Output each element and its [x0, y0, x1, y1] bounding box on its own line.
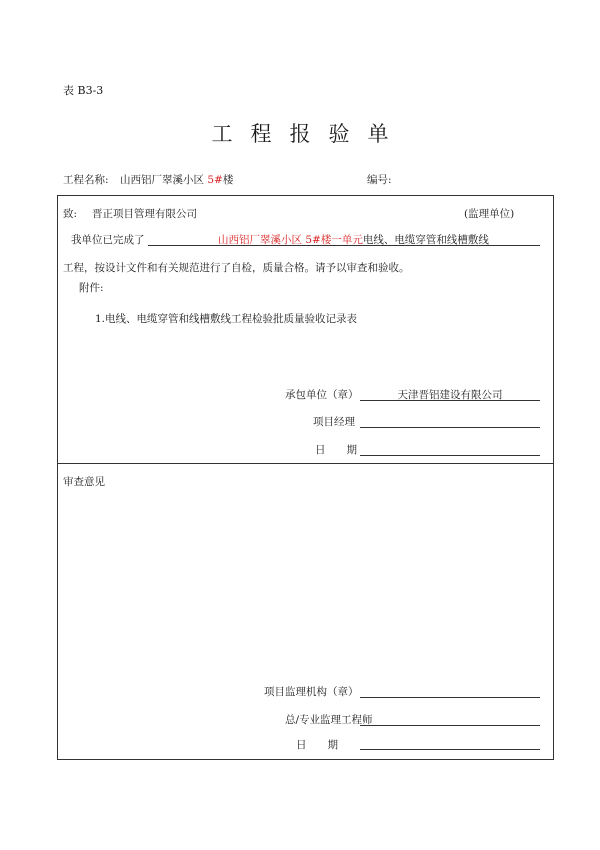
- contractor-underline: [360, 400, 540, 401]
- completed-work-scope: 电线、电缆穿管和线槽敷线: [362, 234, 489, 246]
- attachments-label: 附件:: [79, 282, 104, 294]
- chief-engineer-label: 总/专业监理工程师: [285, 714, 373, 726]
- project-manager-signature-line: [360, 427, 540, 428]
- supervision-unit-name: 晋正项目管理有限公司: [92, 208, 197, 220]
- attachment-item: 1.电线、电缆穿管和线槽敷线工程检验批质量验收记录表: [95, 313, 358, 325]
- form-frame: [57, 195, 554, 760]
- form-id: 表 B3-3: [63, 84, 104, 97]
- project-building-number: 5#: [207, 174, 223, 186]
- project-name-label: 工程名称:: [63, 174, 109, 186]
- review-opinion-label: 审查意见: [63, 476, 105, 488]
- submission-date-line: [360, 455, 540, 456]
- review-date-label: 日 期: [296, 739, 338, 751]
- completed-work-location: 山西铝厂翠溪小区 5#楼一单元: [218, 234, 363, 246]
- contractor-label: 承包单位（章）: [285, 389, 359, 401]
- inspection-statement: 工程，按设计文件和有关规范进行了自检，质量合格。请予以审查和验收。: [63, 262, 410, 274]
- to-label: 致:: [63, 208, 78, 220]
- chief-engineer-signature-line: [360, 725, 540, 726]
- supervision-org-line: [360, 697, 540, 698]
- page-title: 工程报验单: [211, 122, 407, 146]
- number-label: 编号:: [367, 174, 392, 186]
- completed-label: 我单位已完成了: [71, 234, 145, 246]
- project-manager-label: 项目经理: [313, 416, 355, 428]
- project-name-value: [120, 172, 233, 187]
- supervision-org-label: 项目监理机构（章）: [264, 686, 359, 698]
- supervision-unit-role: (监理单位): [464, 208, 515, 220]
- contractor-name: 天津晋铝建设有限公司: [397, 389, 503, 401]
- project-name-suffix: 楼: [222, 174, 234, 186]
- completed-work-underline: [148, 245, 540, 246]
- review-date-line: [360, 749, 540, 750]
- submission-date-label: 日 期: [315, 444, 357, 456]
- project-name-part: 山西铝厂翠溪小区: [120, 174, 208, 186]
- section-divider: [57, 463, 554, 464]
